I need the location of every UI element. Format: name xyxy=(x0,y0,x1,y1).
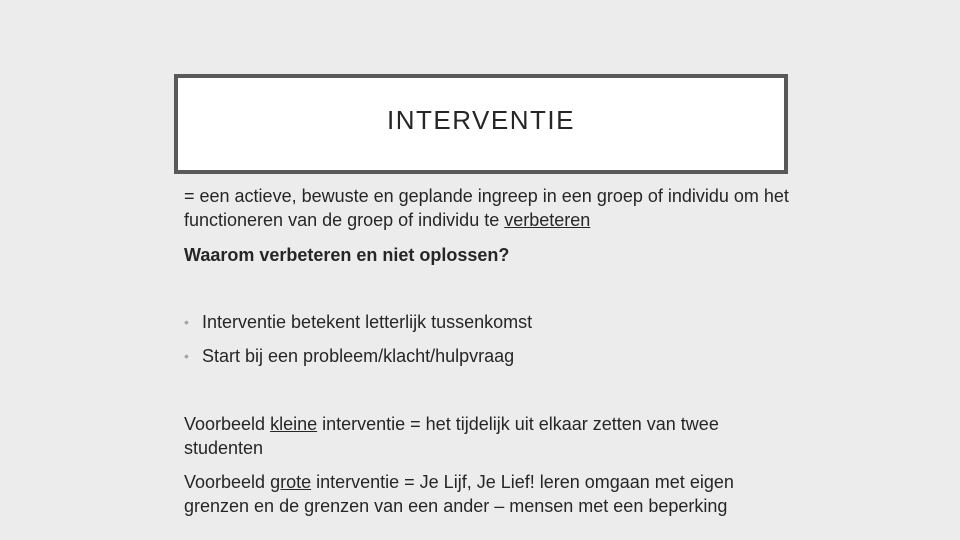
bullet-list xyxy=(184,310,794,368)
example-large-underlined: grote xyxy=(270,472,312,492)
example-small-prefix: Voorbeeld xyxy=(184,414,271,434)
bullet-dot-icon: • xyxy=(184,348,189,364)
title-box xyxy=(174,74,788,174)
bullet-item xyxy=(184,344,794,368)
bullet-text: Interventie betekent letterlijk tussenkomst xyxy=(202,312,533,332)
definition-underlined: verbeteren xyxy=(504,210,591,230)
definition-block xyxy=(184,184,794,232)
question-text: Waarom verbeteren en niet oplossen? xyxy=(184,245,510,265)
slide-title: INTERVENTIE xyxy=(387,104,575,135)
bullet-text: Start bij een probleem/klacht/hulpvraag xyxy=(202,346,515,366)
question-block xyxy=(184,243,794,267)
definition-prefix: = een actieve, bewuste en geplande ingreep in een groep of individu om het functioneren van de groep of individu te xyxy=(184,186,789,230)
bullet-item xyxy=(184,310,794,334)
example-small-text xyxy=(184,412,794,460)
bullet-dot-icon: • xyxy=(184,314,189,330)
definition-text xyxy=(184,184,794,232)
example-large-prefix: Voorbeeld xyxy=(184,472,271,492)
example-large-block xyxy=(184,470,794,518)
example-large-text xyxy=(184,470,794,518)
example-small-suffix: interventie = het tijdelijk uit elkaar zetten van twee studenten xyxy=(184,414,719,458)
example-large-suffix: interventie = Je Lijf, Je Lief! leren omgaan met eigen grenzen en de grenzen van een ander – mensen met een beperking xyxy=(184,472,734,516)
example-small-underlined: kleine xyxy=(270,414,318,434)
example-small-block xyxy=(184,412,794,460)
